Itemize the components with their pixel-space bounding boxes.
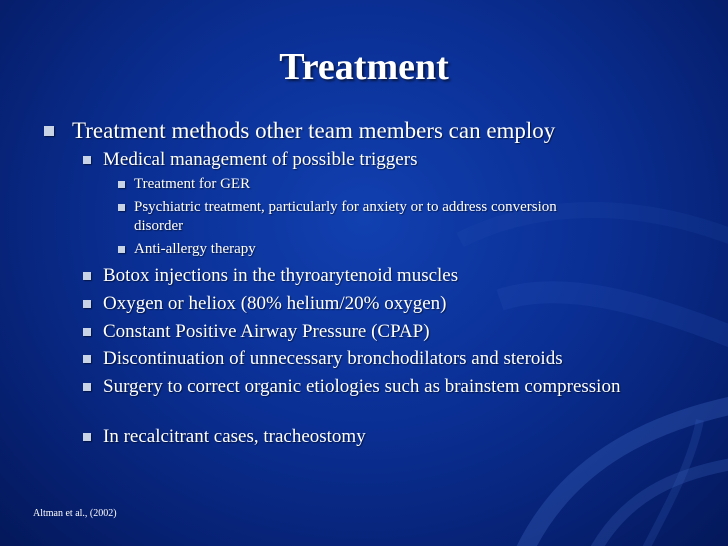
bullet-item-level1: Treatment methods other team members can employ (72, 117, 712, 144)
bullet-item-level2: Surgery to correct organic etiologies such as brainstem compression (103, 376, 643, 398)
bullet-item-level3: Psychiatric treatment, particularly for anxiety or to address conversion disorder (134, 198, 609, 236)
bullet-item-level2: Botox injections in the thyroarytenoid muscles (103, 265, 703, 287)
bullet-item-level2: In recalcitrant cases, tracheostomy (103, 426, 703, 448)
bullet-item-level2: Medical management of possible triggers (103, 149, 703, 171)
square-bullet-icon (83, 383, 91, 391)
square-bullet-icon (83, 272, 91, 280)
square-bullet-icon (83, 300, 91, 308)
slide-title: Treatment (279, 46, 449, 88)
square-bullet-icon (118, 181, 125, 188)
bullet-item-level3: Treatment for GER (134, 175, 694, 194)
bullet-item-level2: Discontinuation of unnecessary bronchodilators and steroids (103, 348, 713, 370)
square-bullet-icon (83, 433, 91, 441)
square-bullet-icon (118, 204, 125, 211)
bullet-item-level2: Oxygen or heliox (80% helium/20% oxygen) (103, 293, 703, 315)
bullet-item-level2: Constant Positive Airway Pressure (CPAP) (103, 321, 703, 343)
square-bullet-icon (83, 156, 91, 164)
square-bullet-icon (83, 355, 91, 363)
square-bullet-icon (44, 126, 54, 136)
citation-footer: Altman et al., (2002) (33, 508, 117, 519)
bullet-item-level3: Anti-allergy therapy (134, 240, 694, 259)
square-bullet-icon (118, 246, 125, 253)
square-bullet-icon (83, 328, 91, 336)
